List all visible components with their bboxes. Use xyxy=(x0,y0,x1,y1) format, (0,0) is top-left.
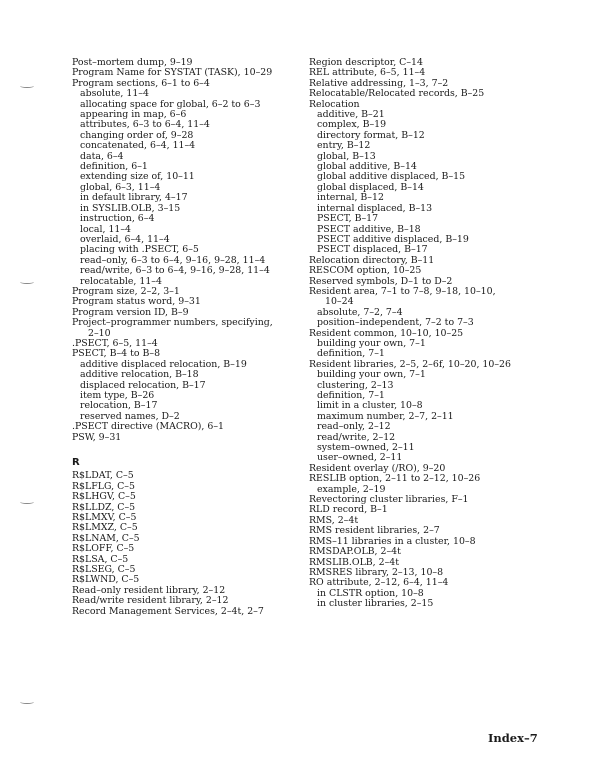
index-subentry: PSECT, B–17 xyxy=(317,213,379,225)
index-entry: Region descriptor, C–14 xyxy=(309,57,423,68)
index-subentry: global additive, B–14 xyxy=(317,161,417,173)
page-number: Index–7 xyxy=(488,731,538,745)
index-column-right xyxy=(309,58,559,610)
index-entry: RO attribute, 2–12, 6–4, 11–4 xyxy=(309,577,449,589)
index-entry: RESCOM option, 10–25 xyxy=(309,265,422,277)
index-subentry: allocating space for global, 6–2 to 6–3 xyxy=(80,98,261,110)
index-subentry: placing with .PSECT, 6–5 xyxy=(80,244,199,256)
index-entry: REL attribute, 6–5, 11–4 xyxy=(309,67,426,79)
index-entry: Resident overlay (/RO), 9–20 xyxy=(309,462,446,474)
index-letter-heading: R xyxy=(72,457,80,469)
index-entry: RMSLIB.OLB, 2–4t xyxy=(309,556,400,568)
index-entry: RMS–11 libraries in a cluster, 10–8 xyxy=(309,535,476,547)
index-entry: Program sections, 6–1 to 6–4 xyxy=(72,77,210,89)
index-subentry: in default library, 4–17 xyxy=(80,192,188,204)
index-entry: R$LMXV, C–5 xyxy=(72,512,137,524)
index-subentry: clustering, 2–13 xyxy=(317,379,394,391)
index-entry: RMSDAP.OLB, 2–4t xyxy=(309,546,401,558)
index-subentry: complex, B–19 xyxy=(317,119,387,131)
index-entry: Program version ID, B–9 xyxy=(72,306,189,318)
index-subentry: global displaced, B–14 xyxy=(317,181,424,193)
index-entry: R$LSA, C–5 xyxy=(72,553,129,565)
index-entry: Revectoring cluster libraries, F–1 xyxy=(309,494,469,506)
index-subentry: data, 6–4 xyxy=(80,150,124,162)
index-subentry: PSECT additive displaced, B–19 xyxy=(317,233,469,245)
index-entry: PSECT, B–4 to B–8 xyxy=(72,348,161,360)
index-subentry: read/write, 2–12 xyxy=(317,431,396,443)
index-entry: Program status word, 9–31 xyxy=(72,296,201,308)
index-entry: Relocation xyxy=(309,98,360,110)
index-subentry: absolute, 11–4 xyxy=(80,88,149,100)
index-entry: Program Name for SYSTAT (TASK), 10–29 xyxy=(72,67,273,79)
index-subentry: in cluster libraries, 2–15 xyxy=(317,598,434,610)
punch-hole-mark xyxy=(20,500,34,504)
index-column-left xyxy=(72,58,312,617)
index-subentry: definition, 7–1 xyxy=(317,390,385,401)
index-entry: Post–mortem dump, 9–19 xyxy=(72,57,193,68)
index-subentry: internal displaced, B–13 xyxy=(317,202,433,214)
index-entry: Program size, 2–2, 3–1 xyxy=(72,285,180,297)
index-subentry: read–only, 2–12 xyxy=(317,421,391,433)
index-entry: RMS resident libraries, 2–7 xyxy=(309,525,440,537)
index-subentry: 10–24 xyxy=(325,296,354,308)
index-entry: R$LMXZ, C–5 xyxy=(72,522,138,534)
index-subentry: PSECT additive, B–18 xyxy=(317,223,421,235)
index-subentry: read–only, 6–3 to 6–4, 9–16, 9–28, 11–4 xyxy=(80,254,266,266)
index-subentry: maximum number, 2–7, 2–11 xyxy=(317,410,454,422)
index-entry: Reserved symbols, D–1 to D–2 xyxy=(309,275,453,287)
index-subentry: relocation, B–17 xyxy=(80,400,158,412)
index-entry: Record Management Services, 2–4t, 2–7 xyxy=(72,605,264,617)
index-subentry: global, B–13 xyxy=(317,150,376,162)
index-entry: R$LWND, C–5 xyxy=(72,574,140,586)
index-subentry: limit in a cluster, 10–8 xyxy=(317,400,423,412)
index-subentry: additive relocation, B–18 xyxy=(80,369,199,381)
index-subentry: extending size of, 10–11 xyxy=(80,171,195,183)
index-entry: Project–programmer numbers, specifying, xyxy=(72,317,273,329)
index-entry: Read–only resident library, 2–12 xyxy=(72,584,226,596)
index-subentry: local, 11–4 xyxy=(80,223,132,235)
index-entry: RESLIB option, 2–11 to 2–12, 10–26 xyxy=(309,473,481,485)
index-entry: Relocation directory, B–11 xyxy=(309,254,435,266)
index-entry: Resident libraries, 2–5, 2–6f, 10–20, 10–26 xyxy=(309,358,511,370)
index-subentry: in CLSTR option, 10–8 xyxy=(317,587,424,599)
index-subentry: definition, 6–1 xyxy=(80,161,148,173)
index-subentry: directory format, B–12 xyxy=(317,129,425,141)
index-subentry: in SYSLIB.OLB, 3–15 xyxy=(80,202,181,214)
index-subentry: additive displaced relocation, B–19 xyxy=(80,358,247,370)
index-subentry: entry, B–12 xyxy=(317,140,371,152)
index-entry: R$LDAT, C–5 xyxy=(72,470,134,482)
index-subentry: changing order of, 9–28 xyxy=(80,129,194,141)
index-entry: RMS, 2–4t xyxy=(309,514,359,526)
index-subentry: displaced relocation, B–17 xyxy=(80,379,206,391)
index-entry: .PSECT, 6–5, 11–4 xyxy=(72,337,158,349)
punch-hole-mark xyxy=(20,700,34,704)
index-entry: Relocatable/Relocated records, B–25 xyxy=(309,88,485,100)
index-subentry: read/write, 6–3 to 6–4, 9–16, 9–28, 11–4 xyxy=(80,265,270,277)
index-entry: PSW, 9–31 xyxy=(72,431,122,443)
index-subentry: example, 2–19 xyxy=(317,483,386,495)
index-entry: RLD record, B–1 xyxy=(309,504,388,516)
index-subentry: building your own, 7–1 xyxy=(317,369,426,381)
index-entry: Resident area, 7–1 to 7–8, 9–18, 10–10, xyxy=(309,285,496,297)
punch-hole-mark xyxy=(20,84,34,88)
index-entry: Resident common, 10–10, 10–25 xyxy=(309,327,464,339)
index-subentry: absolute, 7–2, 7–4 xyxy=(317,306,403,318)
index-subentry: internal, B–12 xyxy=(317,192,384,204)
index-entry: R$LFLG, C–5 xyxy=(72,480,135,492)
index-entry: R$LSEG, C–5 xyxy=(72,564,136,576)
index-subentry: additive, B–21 xyxy=(317,109,385,121)
index-entry: Relative addressing, 1–3, 7–2 xyxy=(309,77,449,89)
index-entry: R$LHGV, C–5 xyxy=(72,491,136,503)
index-subentry: position–independent, 7–2 to 7–3 xyxy=(317,317,474,329)
index-entry: RMSRES library, 2–13, 10–8 xyxy=(309,566,444,578)
index-subentry: item type, B–26 xyxy=(80,390,155,401)
index-entry: R$LLDZ, C–5 xyxy=(72,501,136,513)
index-spacer xyxy=(72,443,312,453)
index-entry: R$LOFF, C–5 xyxy=(72,543,135,555)
index-subentry: global, 6–3, 11–4 xyxy=(80,181,161,193)
index-subentry: user–owned, 2–11 xyxy=(317,452,403,464)
index-subentry: instruction, 6–4 xyxy=(80,213,155,225)
index-subentry: global additive displaced, B–15 xyxy=(317,171,466,183)
index-subentry: system–owned, 2–11 xyxy=(317,442,415,454)
index-subentry: PSECT displaced, B–17 xyxy=(317,244,428,256)
index-subentry: relocatable, 11–4 xyxy=(80,275,162,287)
index-subentry: definition, 7–1 xyxy=(317,348,385,360)
index-entry: .PSECT directive (MACRO), 6–1 xyxy=(72,421,225,433)
index-subentry: building your own, 7–1 xyxy=(317,337,426,349)
index-subentry: reserved names, D–2 xyxy=(80,410,180,422)
index-entry: Read/write resident library, 2–12 xyxy=(72,595,229,607)
index-subentry: concatenated, 6–4, 11–4 xyxy=(80,140,196,152)
index-subentry: overlaid, 6–4, 11–4 xyxy=(80,233,170,245)
punch-hole-mark xyxy=(20,280,34,284)
index-subentry: appearing in map, 6–6 xyxy=(80,109,187,121)
index-subentry: 2–10 xyxy=(88,327,111,339)
index-subentry: attributes, 6–3 to 6–4, 11–4 xyxy=(80,119,210,131)
index-entry: R$LNAM, C–5 xyxy=(72,532,140,544)
